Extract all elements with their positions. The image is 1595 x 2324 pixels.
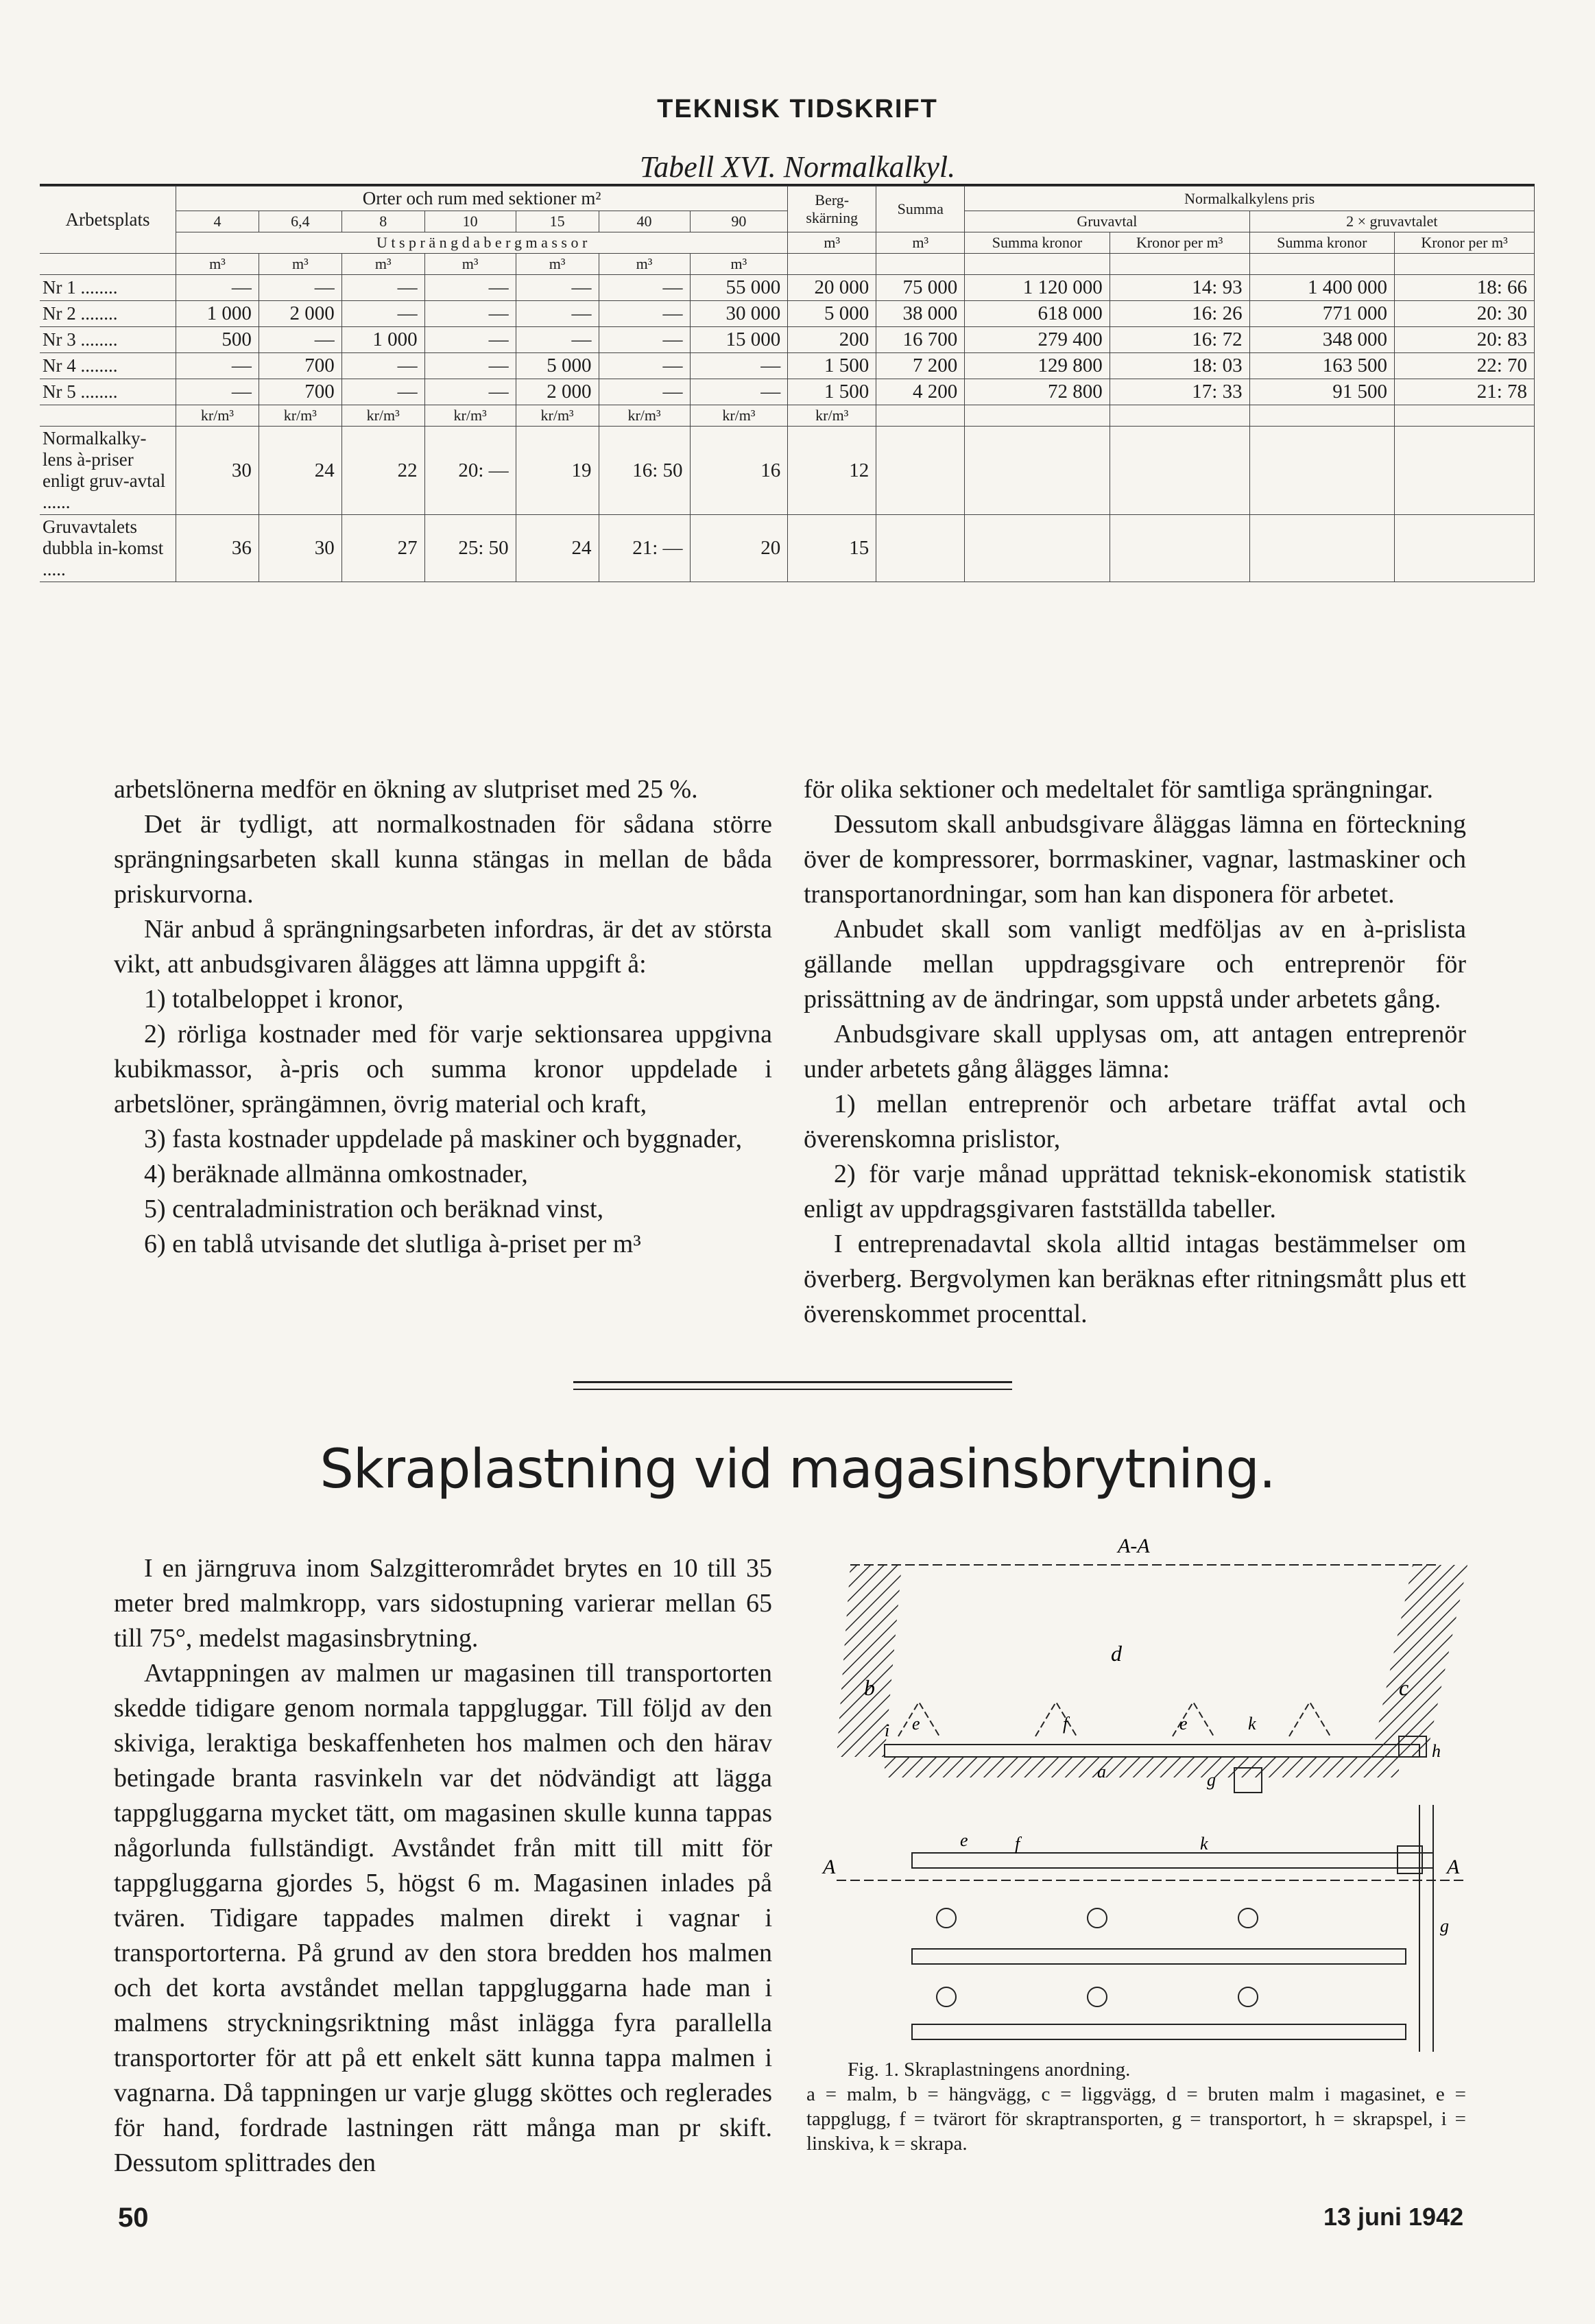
price-cell: 30 (259, 515, 341, 582)
label-c: c (1399, 1675, 1409, 1700)
price-row-label: Normalkalky-lens à-priser enligt gruv-avtal ...... (40, 427, 176, 515)
label-e: e (1179, 1714, 1188, 1734)
table-cell: 38 000 (876, 301, 965, 327)
table-cell: — (516, 301, 599, 327)
table-cell: — (599, 275, 690, 301)
unit-kr-m3: kr/m³ (788, 405, 876, 427)
table-cell: 7 200 (876, 353, 965, 379)
header-arbetsplats: Arbetsplats (40, 187, 176, 254)
unit-m3: m³ (176, 254, 259, 275)
label-g: g (1207, 1770, 1216, 1790)
unit-m3: m³ (788, 232, 876, 254)
unit-kr-m3: kr/m³ (690, 405, 788, 427)
unit-m3: m³ (516, 254, 599, 275)
header-orter: Orter och rum med sektioner m² (176, 187, 788, 211)
header-kronor-per: Kronor per m³ (1110, 232, 1249, 254)
price-cell: 36 (176, 515, 259, 582)
table-cell: — (341, 379, 424, 405)
table-cell: — (424, 379, 516, 405)
header-2x-gruvavtal: 2 × gruvavtalet (1249, 211, 1534, 232)
table-cell: — (341, 301, 424, 327)
price-cell: 25: 50 (424, 515, 516, 582)
table-cell: 348 000 (1249, 327, 1394, 353)
label-f: f (1015, 1834, 1020, 1854)
paragraph: I entreprenadavtal skola alltid intagas bestämmelser om överberg. Bergvolymen kan beräknas efter ritningsmått plus ett överenskommet procenttal. (804, 1230, 1466, 1328)
section-header: 10 (424, 211, 516, 232)
header-gruvavtal: Gruvavtal (965, 211, 1249, 232)
row-label: Nr 3 ........ (40, 327, 176, 353)
table-cell: 279 400 (965, 327, 1110, 353)
price-cell: 20: — (424, 427, 516, 515)
header-summa-kronor: Summa kronor (1249, 232, 1394, 254)
paragraph: Det är tydligt, att normalkostnaden för sådana större sprängningsarbeten skall kunna stängas in mellan de båda priskurvorna. (114, 810, 772, 909)
unit-kr-m3: kr/m³ (516, 405, 599, 427)
price-cell: 24 (259, 427, 341, 515)
table-title: Tabell XVI. Normalkalkyl. (639, 150, 956, 184)
table-cell: — (690, 379, 788, 405)
foot-wall (1371, 1565, 1467, 1757)
table-cell: — (259, 327, 341, 353)
paragraph: arbetslönerna medför en ökning av slutpriset med 25 %. (114, 775, 698, 804)
table-cell: 1 500 (788, 353, 876, 379)
table-cell: 20 000 (788, 275, 876, 301)
table-cell: — (341, 275, 424, 301)
table-cell: 771 000 (1249, 301, 1394, 327)
table-cell: — (424, 275, 516, 301)
table-cell: 163 500 (1249, 353, 1394, 379)
section-header: 90 (690, 211, 788, 232)
paragraph: När anbud å sprängningsarbeten infordras, är det av största vikt, att anbudsgivaren ålägges att lämna uppgift å: (114, 915, 772, 979)
header-summa-kronor: Summa kronor (965, 232, 1110, 254)
caption-text: a = malm, b = hängvägg, c = liggvägg, d = bruten malm i magasinet, e = tappglugg, f = tvärort för skraptransporten, g = transportort, h = skrapspel, i = linskiva, k = skrapa. (806, 2083, 1466, 2155)
label-g: g (1440, 1916, 1449, 1936)
label-e: e (912, 1714, 920, 1734)
table-cell: — (424, 353, 516, 379)
section-header: 4 (176, 211, 259, 232)
section-header: 15 (516, 211, 599, 232)
table-cell: 700 (259, 379, 341, 405)
header-utsprangda: U t s p r ä n g d a b e r g m a s s o r (176, 232, 788, 254)
table-row (40, 353, 1535, 379)
paragraph: 3) fasta kostnader uppdelade på maskiner och byggnader, (144, 1125, 743, 1153)
paragraph: 2) rörliga kostnader med för varje sektionsarea uppgivna kubikmassor, à-pris och summa kronor uppdelade i arbetslöner, sprängämnen, övrig material och kraft, (114, 1020, 772, 1118)
table-cell: 5 000 (788, 301, 876, 327)
row-label: Nr 1 ........ (40, 275, 176, 301)
unit-m3: m³ (599, 254, 690, 275)
paragraph: 1) mellan entreprenör och arbetare träffat avtal och överenskomna prislistor, (804, 1090, 1466, 1153)
table-cell: 1 400 000 (1249, 275, 1394, 301)
table-cell: 5 000 (516, 353, 599, 379)
table-cell: 129 800 (965, 353, 1110, 379)
table-cell: — (599, 379, 690, 405)
paragraph: 5) centraladministration och beräknad vinst, (144, 1195, 604, 1223)
unit-kr-m3: kr/m³ (176, 405, 259, 427)
label-e: e (960, 1830, 968, 1850)
label-i: i (885, 1721, 890, 1740)
paragraph: Dessutom skall anbudsgivare åläggas lämna en förteckning över de kompressorer, borrmaskiner, vagnar, lastmaskiner och transportanordningar, som han kan disponera för arbetet. (804, 810, 1466, 909)
price-row-label: Gruvavtalets dubbla in-komst ..... (40, 515, 176, 582)
price-cell: 15 (788, 515, 876, 582)
article-heading: Skraplastning vid magasinsbrytning. (320, 1439, 1275, 1500)
price-cell: 24 (516, 515, 599, 582)
unit-m3: m³ (259, 254, 341, 275)
row-label: Nr 2 ........ (40, 301, 176, 327)
paragraph: Avtappningen av malmen ur magasinen till transportorten skedde tidigare genom normala tappgluggar. Till följd av den skiviga, leraktiga beskaffenheten hos malmen och den härav betingade branta rasvinkeln var det nödvändigt att lägga tappgluggarna mycket tätt, om magasinen skulle kunna tappas någorlunda fullständigt. Avståndet från mitt till mitt för tappgluggarna gjordes 5, högst 6 m. Magasinen inlades på tvären. Tidigare tappades malmen direkt i vagnar i transportorterna. På grund av den stora bredden hos malmen och det korta avståndet mellan tappgluggarna hade man i malmens stryckningsriktning måst inlägga fyra parallella transportorter för att på ett enkelt sätt kunna tappa malmen i vagnarna. Då tappningen ur varje glugg sköttes och reglerades för hand, fordrade lastningen rätt många man pr skift. Dessutom splittrades den (114, 1659, 772, 2177)
paragraph: 1) totalbeloppet i kronor, (144, 985, 404, 1014)
table-cell: — (259, 275, 341, 301)
header-kronor-per: Kronor per m³ (1395, 232, 1535, 254)
section-header: 8 (341, 211, 424, 232)
unit-kr-m3: kr/m³ (341, 405, 424, 427)
table-cell: 1 500 (788, 379, 876, 405)
table-cell: 30 000 (690, 301, 788, 327)
price-row (40, 515, 1535, 582)
label-d: d (1111, 1641, 1122, 1666)
table-cell: 16 700 (876, 327, 965, 353)
table-cell: 18: 66 (1395, 275, 1535, 301)
article-body (114, 1551, 772, 2181)
table-cell: — (599, 301, 690, 327)
paragraph: för olika sektioner och medeltalet för samtliga sprängningar. (804, 775, 1434, 804)
paragraph: 4) beräknade allmänna omkostnader, (144, 1160, 528, 1188)
floor (885, 1757, 1399, 1777)
page-number: 50 (118, 2203, 149, 2233)
table-cell: 2 000 (259, 301, 341, 327)
unit-kr-m3: kr/m³ (424, 405, 516, 427)
price-cell: 21: — (599, 515, 690, 582)
figure-diagram (809, 1531, 1481, 2059)
table-cell: — (690, 353, 788, 379)
table-row (40, 379, 1535, 405)
paragraph: Anbudsgivare skall upplysas om, att antagen entreprenör under arbetets gång ålägges lämna: (804, 1020, 1466, 1083)
table-cell: — (176, 275, 259, 301)
row-label: Nr 4 ........ (40, 353, 176, 379)
table-cell: 1 000 (176, 301, 259, 327)
header-normalkalkyl-pris: Normalkalkylens pris (965, 187, 1535, 211)
table-cell: 1 120 000 (965, 275, 1110, 301)
table-cell: 1 000 (341, 327, 424, 353)
section-label: A-A (1118, 1535, 1150, 1557)
figure-caption (806, 2057, 1466, 2156)
label-k: k (1200, 1834, 1208, 1854)
price-cell: 27 (341, 515, 424, 582)
table-cell: 22: 70 (1395, 353, 1535, 379)
price-cell: 20 (690, 515, 788, 582)
unit-kr-m3: kr/m³ (599, 405, 690, 427)
table-cell: — (176, 379, 259, 405)
section-header: 6,4 (259, 211, 341, 232)
table-cell: 21: 78 (1395, 379, 1535, 405)
table-cell: 75 000 (876, 275, 965, 301)
section-divider (573, 1381, 1012, 1390)
price-cell: 30 (176, 427, 259, 515)
table-cell: 500 (176, 327, 259, 353)
section-header: 40 (599, 211, 690, 232)
table-cell: — (516, 275, 599, 301)
table-cell: — (599, 327, 690, 353)
table-cell: 15 000 (690, 327, 788, 353)
unit-m3: m³ (690, 254, 788, 275)
table-cell: 618 000 (965, 301, 1110, 327)
column-left (114, 772, 772, 1262)
paragraph: I en järngruva inom Salzgitterområdet brytes en 10 till 35 meter bred malmkropp, vars sidostupning varierar mellan 65 till 75°, medelst magasinsbrytning. (114, 1554, 772, 1653)
paragraph: 6) en tablå utvisande det slutliga à-priset per m³ (144, 1230, 641, 1258)
table-cell: 72 800 (965, 379, 1110, 405)
table-cell: 2 000 (516, 379, 599, 405)
label-k: k (1248, 1714, 1256, 1734)
table-cell: — (424, 327, 516, 353)
hanging-wall (837, 1565, 902, 1757)
table-cell: — (424, 301, 516, 327)
table-cell: 200 (788, 327, 876, 353)
table-cell: 17: 33 (1110, 379, 1249, 405)
price-cell: 16 (690, 427, 788, 515)
header-summa: Summa (876, 187, 965, 232)
label-A: A (823, 1856, 836, 1878)
table-cell: — (599, 353, 690, 379)
table-cell: — (516, 327, 599, 353)
header-bergskarning: Berg-skärning (788, 187, 876, 232)
caption-title: Fig. 1. Skraplastningens anordning. (848, 2059, 1131, 2081)
table-cell: 91 500 (1249, 379, 1394, 405)
table-row (40, 301, 1535, 327)
unit-m3: m³ (341, 254, 424, 275)
price-cell: 16: 50 (599, 427, 690, 515)
unit-m3: m³ (424, 254, 516, 275)
table-cell: 16: 72 (1110, 327, 1249, 353)
label-a: a (1097, 1762, 1106, 1782)
table-cell: 55 000 (690, 275, 788, 301)
unit-m3: m³ (876, 232, 965, 254)
table-cell: 700 (259, 353, 341, 379)
price-cell: 19 (516, 427, 599, 515)
label-f: f (1063, 1714, 1068, 1734)
cost-table (40, 184, 1535, 734)
issue-date: 13 juni 1942 (1323, 2203, 1464, 2231)
table-cell: 16: 26 (1110, 301, 1249, 327)
table-cell: 14: 93 (1110, 275, 1249, 301)
table-row (40, 327, 1535, 353)
price-row (40, 427, 1535, 515)
journal-title: TEKNISK TIDSKRIFT (657, 95, 938, 123)
table-row (40, 275, 1535, 301)
table-cell: 20: 30 (1395, 301, 1535, 327)
label-A: A (1447, 1856, 1460, 1878)
table-cell: 18: 03 (1110, 353, 1249, 379)
paragraph: 2) för varje månad upprättad teknisk-ekonomisk statistik enligt av uppdragsgivaren fastställda tabeller. (804, 1160, 1466, 1223)
price-cell: 12 (788, 427, 876, 515)
row-label: Nr 5 ........ (40, 379, 176, 405)
price-cell: 22 (341, 427, 424, 515)
label-b: b (864, 1675, 875, 1700)
table-cell: — (176, 353, 259, 379)
table-cell: 20: 83 (1395, 327, 1535, 353)
label-h: h (1432, 1741, 1441, 1761)
unit-kr-m3: kr/m³ (259, 405, 341, 427)
column-right (804, 772, 1466, 1332)
paragraph: Anbudet skall som vanligt medföljas av en à-prislista gällande mellan uppdragsgivare och entreprenör för prissättning av de ändringar, som uppstå under arbetets gång. (804, 915, 1466, 1014)
table-cell: — (341, 353, 424, 379)
table-cell: 4 200 (876, 379, 965, 405)
